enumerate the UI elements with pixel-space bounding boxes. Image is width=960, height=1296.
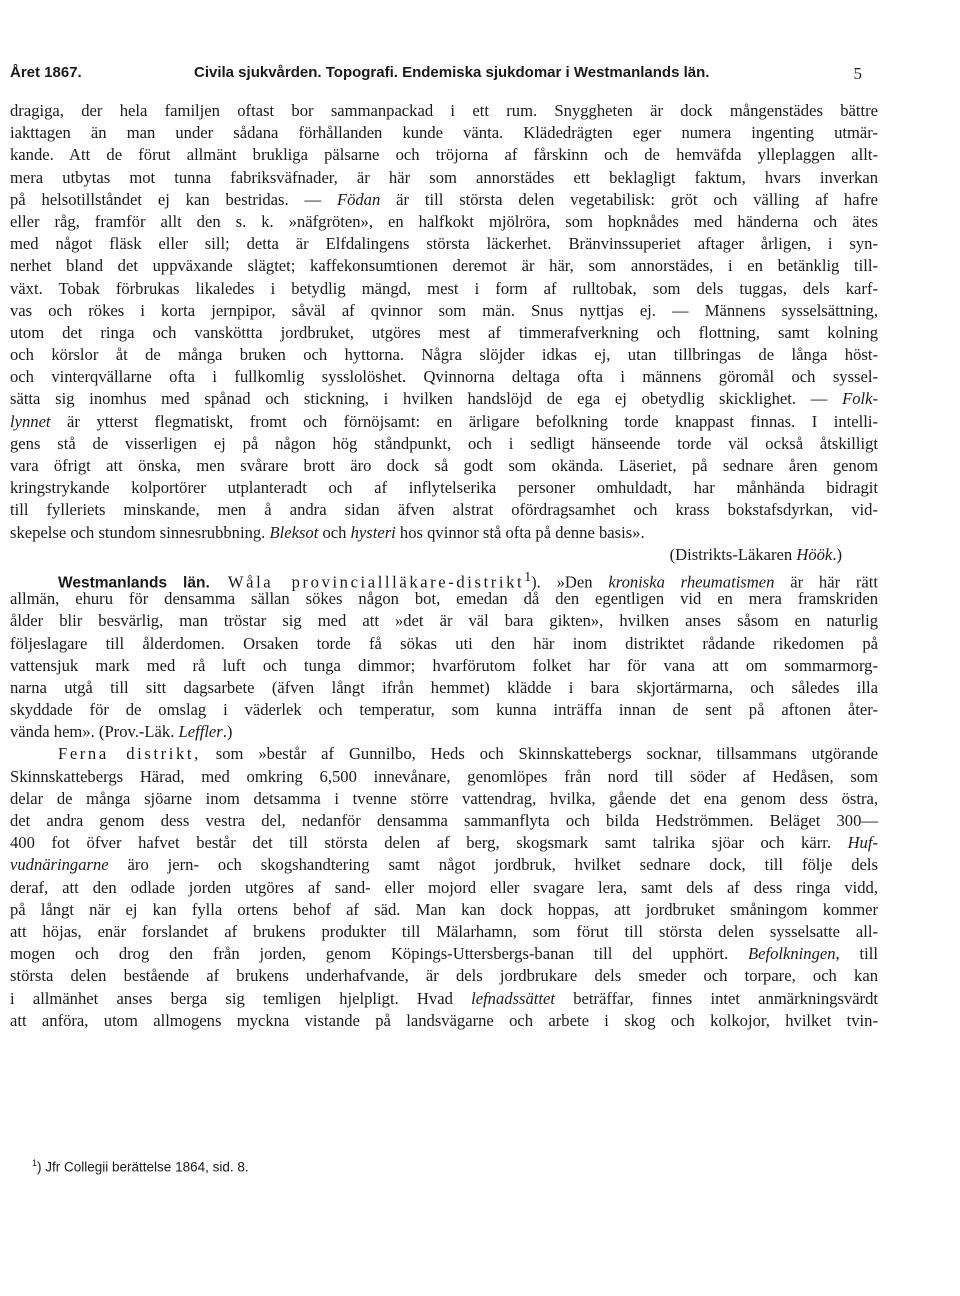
footnote-marker: 1	[524, 568, 532, 584]
header-topic: Civila sjukvården. Topografi. Endemiska sjukdomar i Westmanlands län.	[194, 64, 710, 81]
text-segment: i allmänhet anses berga sig temligen hjelpligt. Hvad	[10, 988, 472, 1008]
text-line: kande. Att de förut allmänt brukliga pälsarne och tröjorna af fårskinn och de hemväfda ylleplaggen allt-	[10, 145, 878, 165]
text-segment: .)	[222, 722, 233, 742]
text-segment: är till största delen vegetabilisk: gröt och välling af hafre	[380, 189, 878, 209]
running-header	[10, 64, 862, 88]
italic-term: kroniska rheumatismen	[608, 572, 775, 592]
page-number: 5	[853, 64, 862, 83]
text-line: följeslagare till ålderdomen. Orsaken torde få sökas uti den här inom distriktet rådande rikedomen på	[10, 633, 878, 653]
district-name: Wåla provinciallläkare-distrikt	[209, 572, 525, 592]
text-line: nerhet bland det uppväxande slägtet; kaffekonsumtionen deremot är här, som annorstädes, i en betänklig till-	[10, 256, 878, 276]
text-line: deraf, att den odlade jorden utgöres af sand- eller mojord eller svagare lera, samt dels af dess ringa vidd,	[10, 877, 878, 897]
text-line	[10, 743, 878, 765]
italic-term: Bleksot	[269, 522, 319, 542]
italic-term: Huf-	[847, 833, 878, 853]
text-line: vattensjuk mark med rå luft och tunga dimmor; hvarförutom folket har för vana att om sommarmorg-	[10, 655, 878, 675]
text-segment: vända hem». (Prov.-Läk.	[10, 722, 179, 742]
text-line: på långt när ej kan fylla ortens behof af säd. Man kan dock hoppas, att jordbruket småningom kommer	[10, 899, 878, 919]
author-name: Höök	[796, 544, 833, 564]
text-line: med något fläsk eller sill; detta är Elfdalingens största läckerhet. Bränvinssuperiet aftager årligen, i syn-	[10, 234, 878, 254]
text-segment: är här rätt	[774, 572, 879, 592]
text-segment: ). »Den	[531, 572, 609, 592]
text-line: narna utgå till sitt dagsarbete (äfven långt ifrån hemmet) klädde i bara skjortärmarna, och således illa	[10, 677, 878, 697]
text-line: iakttagen än man under sådana förhållanden kunde vänta. Klädedrägten eger numera ingenting utmär-	[10, 123, 878, 143]
text-line: att höjas, enär forslandet af brukens produkter till Mälarhamn, som förut till största delen sysselsatte all-	[10, 921, 878, 941]
text-segment: 400 fot öfver hafvet består det till största delen af berg, skogsmark samt talrika sjöar och kärr.	[10, 833, 848, 853]
text-line: dragiga, der hela familjen oftast bor sammanpackad i ett rum. Snyggheten är dock mångenstädes bättre	[10, 101, 878, 120]
body-text	[10, 100, 878, 1032]
text-line	[10, 189, 878, 211]
author-name: Leffler	[178, 722, 223, 742]
signature-line	[10, 544, 878, 566]
text-segment: .)	[832, 544, 842, 564]
district-name: Ferna distrikt,	[58, 744, 201, 764]
text-line: mera utbytas mot tunna fabriksväfnader, är här som annorstädes ett beklagligt faktum, hvars inverkan	[10, 167, 878, 187]
text-segment: som »består af Gunnilbo, Heds och Skinnskattebergs socknar, tillsammans utgörande	[200, 744, 878, 764]
text-line: skyddade för de omslag i väderlek och temperatur, som kunna inträffa innan de sent på aftonen åter-	[10, 700, 878, 720]
text-segment: , till	[835, 944, 878, 964]
text-line: största delen bestående af brukens underhafvande, är dels jordbrukare dels smeder och torpare, och kan	[10, 966, 878, 986]
text-segment: är ytterst flegmatiskt, fromt och förnöjsamt: en ärligare befolkning torde knappast finnas. I intelli-	[50, 411, 878, 431]
text-line: och körslor åt de många bruken och hyttorna. Några slöjder idkas ej, utan tillbringas de långa höst-	[10, 345, 878, 365]
text-line: och vinterqvällarne ofta i fullkomlig sysslolöshet. Qvinnorna deltaga ofta i männens göromål och syssel-	[10, 367, 878, 387]
text-line: ålder blir besvärlig, man tröstar sig med att »det är väl bara gikten», hvilken anses såsom en naturlig	[10, 611, 878, 631]
text-line: utom det ringa och vansköttta jordbruket, utgöres mest af timmerafverkning och flottning, samt kolning	[10, 322, 878, 342]
text-line: Skinnskattebergs Härad, med omkring 6,500 innevånare, genomlöpes från nord till söder af Hedåsen, som	[10, 766, 878, 786]
text-line	[10, 388, 878, 410]
footnote-marker: 1	[32, 1158, 38, 1168]
italic-term: lefnadssättet	[471, 988, 555, 1008]
text-line: delar de många sjöarne inom detsamma i tvenne större vattendrag, hvilka, gående det ena genom dess östra,	[10, 788, 878, 808]
text-line: gens stå de visserligen ej på någon hög ståndpunkt, och i sedligt hänseende torde väl också åtskilligt	[10, 433, 878, 453]
text-line	[10, 832, 878, 854]
text-segment: mogen och drog den från jorden, genom Köpings-Uttersbergs-banan till del upphört.	[10, 944, 748, 964]
text-line: allmän, ehuru för densamma sällan sökes någon bot, emedan då den egentligen vid en mera framskriden	[10, 589, 878, 609]
text-line: eller råg, framför allt den s. k. »näfgröten», en halfkokt mjölröra, som hopknådes med händerna och ätes	[10, 211, 878, 231]
text-line	[10, 411, 878, 433]
italic-term: hysteri	[350, 522, 396, 542]
text-segment: (Distrikts-Läkaren	[669, 544, 797, 564]
section-heading: Westmanlands län.	[58, 574, 210, 592]
text-line: att anföra, utom allmogens myckna vistande på landsvägarne och arbete i skog och kolkojor, hvilket tvin-	[10, 1010, 878, 1030]
header-year: Året 1867.	[10, 64, 82, 81]
text-line: vara öfrigt att önska, men svårare brott äro dock så godt som okända. Läseriet, på sednare åren genom	[10, 456, 878, 475]
text-line	[10, 522, 878, 544]
italic-term: vudnäringarne	[10, 855, 109, 875]
italic-term: Födan	[336, 189, 381, 209]
text-segment: beträffar, finnes intet anmärkningsvärdt	[554, 988, 878, 1008]
text-line: kringstrykande kolportörer utplanteradt och af inflytelserika personer omhuldadt, har månhända bidragit	[10, 478, 878, 498]
text-line: växt. Tobak förbrukas likaledes i betydlig mängd, mest i form af rulltobak, som dels tuggas, dels karf-	[10, 278, 878, 298]
text-line	[10, 854, 878, 876]
italic-term: lynnet	[10, 411, 51, 431]
text-segment: skepelse och stundom sinnesrubbning.	[10, 522, 270, 542]
text-line: vas och rökes i korta jernpipor, såväl af qvinnor som män. Snus nyttjas ej. — Männens sysselsättning,	[10, 300, 878, 320]
footnote	[32, 1158, 249, 1175]
text-line	[10, 721, 878, 743]
section-heading-line	[10, 566, 879, 592]
text-segment: äro jern- och skogshandtering samt något jordbruk, hvilket sednare dock, till följe dels	[108, 855, 878, 875]
text-segment: hos qvinnor stå ofta på denne basis».	[395, 522, 645, 542]
text-segment: på helsotillståndet ej kan bestridas. —	[10, 189, 337, 209]
text-segment: och	[318, 522, 351, 542]
footnote-text: ) Jfr Collegii berättelse 1864, sid. 8.	[37, 1159, 249, 1175]
italic-term: Befolkningen	[747, 944, 836, 964]
text-line	[10, 943, 878, 965]
text-segment: sätta sig inomhus med spånad och stickning, i hvilken handslöjd de ega ej obetydlig skicklighet. —	[10, 389, 843, 409]
italic-term: Folk-	[842, 389, 878, 409]
text-line: det andra genom dess vestra del, nedanför densamma sammanflyta och bilda Hedströmmen. Beläget 300—	[10, 811, 878, 830]
text-line: till fylleriets minskande, men å andra sidan äfven alstrat ofördragsamhet och krass bokstafsdyrkan, vid-	[10, 500, 878, 520]
text-line	[10, 988, 878, 1010]
